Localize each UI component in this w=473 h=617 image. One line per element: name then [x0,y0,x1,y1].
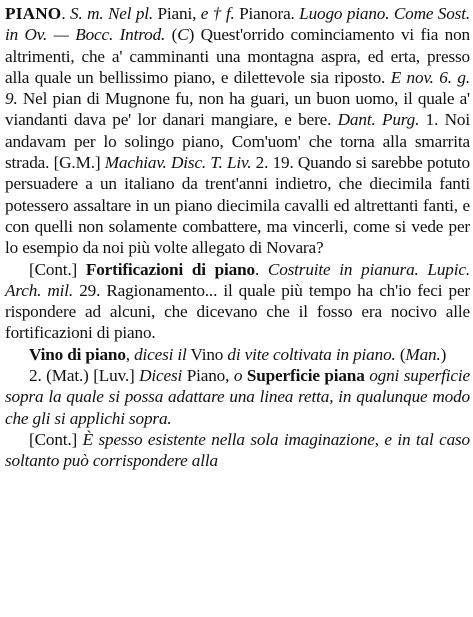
sense-number: 2. [29,366,47,386]
quotation: 29. Ragionamento... il quale più tempo ha ch'io feci per rispondere ad alcuni, che dicevano che il fosso era nocivo alle fortificazioni di piano. [5,280,470,343]
text-segment: Vino [186,344,228,364]
text-segment: . [61,4,71,23]
definition: Luogo piano. Come Sost. in Ov. — Bocc. Introd. [5,4,470,45]
source-mark: C [177,25,189,45]
citation: E nov. 6. g. 9. [5,67,470,109]
sense-2-cont-paragraph [5,429,470,472]
text-segment: ) [440,344,447,364]
definition: Costruite in pianura. Lupic. Arch. mil. [5,259,470,300]
editor-tag: [Cont.] [29,259,86,279]
subentry-fortificazioni [5,259,470,344]
citation: Machiav. Disc. T. Liv. [104,153,252,173]
editor-tag: (Mat.) [Luv.] [46,366,140,386]
editor-tag: [Cont.] [29,429,83,449]
citation: Dant. Purg. [337,110,420,130]
quotation: ) Quest'orrido cominciamento vi fia non altrimenti, che a' camminanti una montagna aspra, ed erta, presso alla quale un bellissimo piano, e dilettevole sia riposto. [5,25,470,87]
text-segment: Piano, [182,366,234,386]
definition: di vite coltivata in piano. [227,344,396,364]
definition: Dicesi [139,366,183,386]
text-segment: . [254,259,268,279]
text-segment: ( [395,344,406,364]
entry-piano-paragraph [5,3,470,259]
subentry-head: Vino di piano [29,344,126,364]
definition: È spesso esistente nella sola imaginazione [82,429,375,449]
quotation: Nel pian di Mugnone fu, non ha guari, un buon uomo, il quale a' viandanti dava pe' lor danari mangiare, e bere. [5,89,470,130]
subentry-vino-di-piano [5,344,470,365]
sense-2-paragraph [5,365,470,429]
text-segment: ( [165,25,178,45]
text-segment: , [125,344,135,364]
quotation: 2. 19. Quando si sarebbe potuto persuadere a un italiano da trent'anni indietro, che diecimila fanti potessero assaltare in un piano diecimila cavalli ed altrettanti fanti, e con quelli non solamente combattere, ma vincerli, come si vede per lo esempio da noi più volte allegato di Novara? [5,153,470,258]
definition: dicesi il [134,344,187,364]
quotation: 1. Noi andavam per lo solingo piano, Com'uom' che torna alla smarrita strada. [G.M.] [5,110,470,173]
definition: ogni superficie sopra la quale si possa adattare una linea retta, in qualunque modo che gli si applichi sopra. [5,366,470,428]
subentry-head: Fortificazioni di piano [85,259,255,279]
definition: o [233,366,243,386]
definition: e in tal caso soltanto può corrispondere alla [5,429,470,471]
source-mark: Man. [405,344,441,364]
headword: PIANO [5,4,62,23]
grammar-note: S. m. Nel pl. [70,4,154,23]
grammar-note: e † f. [200,4,235,23]
text-segment: Pianora. [234,4,300,23]
text-segment: Piani, [153,4,201,23]
text-segment: , [374,429,385,449]
subentry-head: Superficie piana [246,366,365,386]
